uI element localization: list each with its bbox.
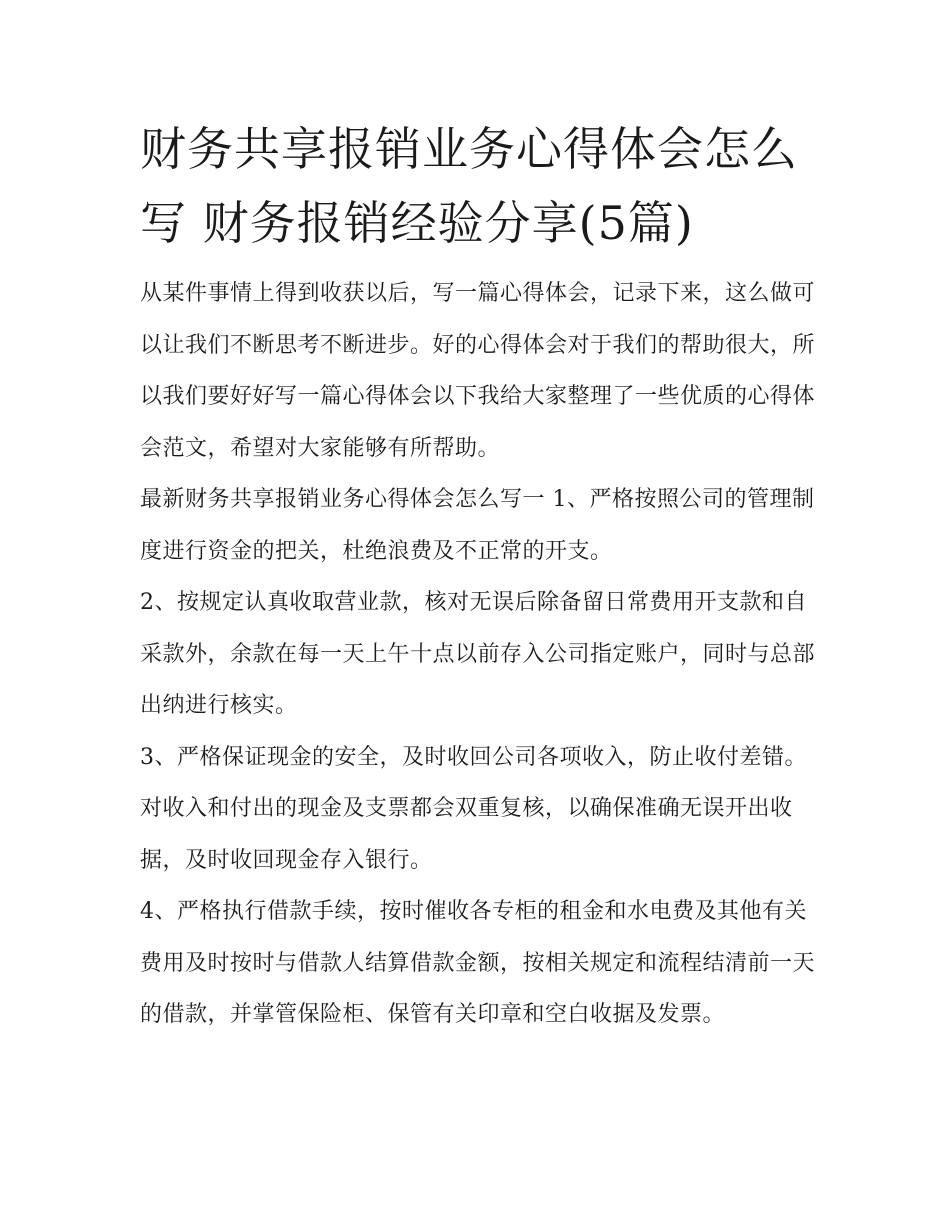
paragraph-item-3: 3、严格保证现金的安全，及时收回公司各项收入，防止收付差错。对收入和付出的现金及支票都会双重复核，以确保准确无误开出收据，及时收回现金存入银行。 — [140, 744, 807, 873]
document-title: 财务共享报销业务心得体会怎么写 财务报销经验分享(5篇) — [140, 122, 798, 250]
paragraph-item-4: 4、严格执行借款手续，按时催收各专柜的租金和水电费及其他有关费用及时按时与借款人结算借款金额，按相关规定和流程结清前一天的借款，并掌管保险柜、保管有关印章和空白收据及发票。 — [140, 899, 816, 1027]
paragraph-intro: 从某件事情上得到收获以后，写一篇心得体会，记录下来，这么做可以让我们不断思考不断进步。好的心得体会对于我们的帮助很大，所以我们要好好写一篇心得体会以下我给大家整理了一些优质的心得体会范文，希望对大家能够有所帮助。 — [140, 281, 816, 461]
paragraph-item-2: 2、按规定认真收取营业款，核对无误后除备留日常费用开支款和自采款外，余款在每一天上午十点以前存入公司指定账户，同时与总部出纳进行核实。 — [140, 590, 816, 718]
document-page — [140, 112, 816, 1041]
paragraph-item-1: 最新财务共享报销业务心得体会怎么写一 1、严格按照公司的管理制度进行资金的把关，杜绝浪费及不正常的开支。 — [140, 487, 815, 564]
